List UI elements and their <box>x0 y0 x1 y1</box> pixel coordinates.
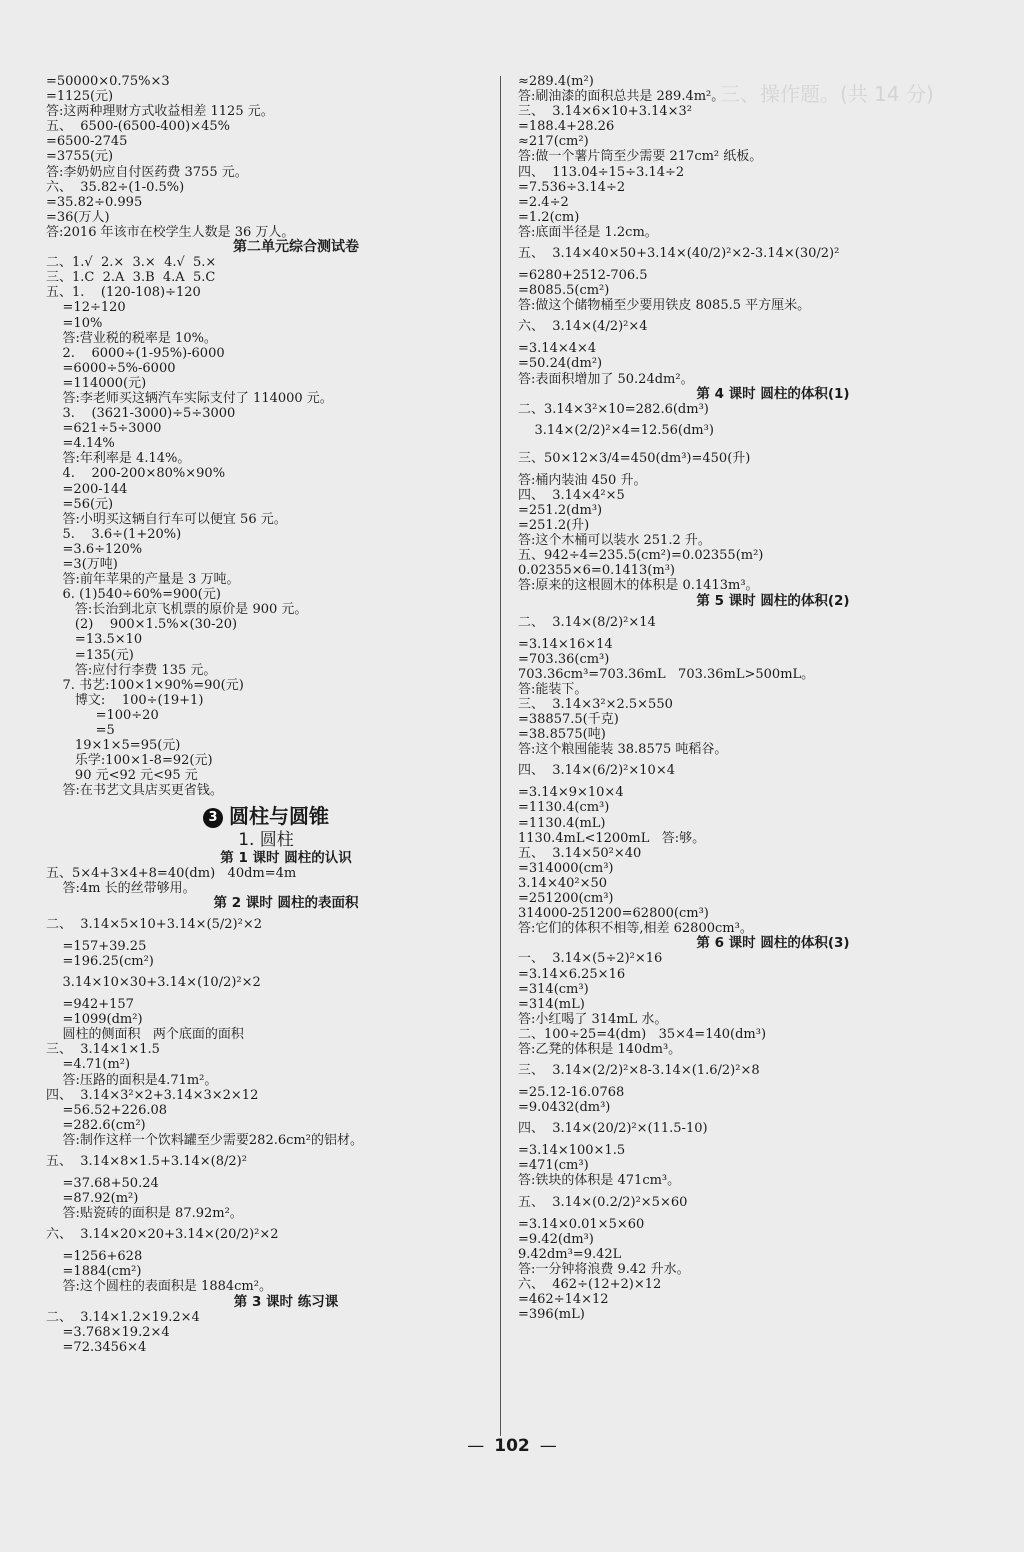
answer-line: 五、 6500-(6500-400)×45% <box>46 119 230 135</box>
answer-line: 答:这个圆柱的表面积是 1884cm²。 <box>46 1279 272 1295</box>
answer-block <box>46 969 486 997</box>
cylinder-subtitle: 1. 圆柱 <box>238 829 294 850</box>
answer-line: =9.0432(dm³) <box>518 1100 611 1116</box>
answer-line: 7. 书艺:100×1×90%=90(元) <box>46 677 244 693</box>
answer-line: 答:一分钟将浪费 9.42 升水。 <box>518 1261 690 1277</box>
answer-line: =3.6÷120% <box>46 541 143 557</box>
answer-line: =4.14% <box>46 436 115 452</box>
answer-line: 9.42dm³=9.42L <box>518 1246 622 1262</box>
answer-line: =1099(dm²) <box>46 1012 143 1028</box>
answer-line: =621÷5÷3000 <box>46 421 162 437</box>
answer-line: =10% <box>46 315 103 331</box>
answer-line: 五、 3.14×40×50+3.14×(40/2)²×2-3.14×(30/2)² <box>518 246 840 262</box>
answer-line: =6500-2745 <box>46 134 128 150</box>
answer-line: 五、 3.14×50²×40 <box>518 845 642 861</box>
answer-block <box>46 255 486 798</box>
answer-line: 一、 3.14×(5÷2)²×16 <box>518 951 663 967</box>
answer-line: 答:这个木桶可以装水 251.2 升。 <box>518 533 711 549</box>
answer-block <box>518 1057 988 1085</box>
answer-line: 答:桶内装油 450 升。 <box>518 472 647 488</box>
answer-block <box>518 473 988 594</box>
answer-line: 答:能装下。 <box>518 681 588 697</box>
answer-line: 五、1. (120-108)÷120 <box>46 285 201 301</box>
answer-line: 六、 462÷(12+2)×12 <box>518 1276 662 1292</box>
answer-block <box>518 74 988 240</box>
answer-block <box>518 609 988 637</box>
answer-line: =5 <box>46 723 115 739</box>
answer-line: 答:长治到北京飞机票的原价是 900 元。 <box>46 602 308 618</box>
answer-line: 答:应付行李费 135 元。 <box>46 662 217 678</box>
answer-block <box>518 240 988 268</box>
answer-block <box>46 1249 486 1294</box>
answer-line: =12÷120 <box>46 300 126 316</box>
answer-block <box>46 74 486 240</box>
answer-line: 答:原来的这根圆木的体积是 0.1413m³。 <box>518 578 759 594</box>
answer-line: =37.68+50.24 <box>46 1176 159 1191</box>
answer-line: 1130.4mL<1200mL 答:够。 <box>518 830 706 846</box>
answer-block <box>518 445 988 473</box>
answer-line: 90 元<92 元<95 元 <box>46 768 198 784</box>
answer-line: 乐学:100×1-8=92(元) <box>46 753 213 769</box>
answer-line: 答:做一个薯片筒至少需要 217cm² 纸板。 <box>518 149 763 165</box>
answer-block <box>518 1115 988 1143</box>
answer-line: =1884(cm²) <box>46 1264 142 1280</box>
answer-line: 五、 3.14×(0.2/2)²×5×60 <box>518 1194 688 1210</box>
answer-line: =157+39.25 <box>46 938 147 954</box>
answer-line: 四、 3.14×3²×2+3.14×3×2×12 <box>46 1087 259 1103</box>
answer-line: 二、 3.14×5×10+3.14×(5/2)²×2 <box>46 916 262 932</box>
answer-block <box>518 417 988 445</box>
answer-line: 五、5×4+3×4+8=40(dm) 40dm=4m <box>46 865 297 881</box>
answer-line: =114000(元) <box>46 375 147 391</box>
answer-line: 博文: 100÷(19+1) <box>46 692 204 708</box>
answer-line: 四、 3.14×4²×5 <box>518 487 625 503</box>
answer-line: =703.36(cm³) <box>518 651 610 667</box>
answer-line: =6000÷5%-6000 <box>46 360 176 376</box>
answer-line: =188.4+28.26 <box>518 119 615 135</box>
unit3-heading <box>46 803 486 829</box>
answer-block <box>518 313 988 341</box>
answer-line: =314(mL) <box>518 996 585 1012</box>
answer-line: =3.14×9×10×4 <box>518 785 624 801</box>
answer-block <box>518 1143 988 1188</box>
answer-line: =1125(元) <box>46 89 114 105</box>
answer-line: 答:这两种理财方式收益相差 1125 元。 <box>46 104 274 120</box>
answer-line: 答:年利率是 4.14%。 <box>46 451 191 467</box>
answer-block <box>46 866 486 896</box>
answer-line: 2. 6000÷(1-95%)-6000 <box>46 345 225 361</box>
answer-line: =196.25(cm²) <box>46 953 154 969</box>
answer-line: 二、 3.14×(8/2)²×14 <box>518 614 656 630</box>
answer-line: 三、50×12×3/4=450(dm³)=450(升) <box>518 450 751 466</box>
answer-line: 答:李老师买这辆汽车实际支付了 114000 元。 <box>46 390 333 406</box>
left-column <box>46 74 486 1355</box>
answer-line: =2.4÷2 <box>518 194 569 210</box>
answer-line: 3.14×10×30+3.14×(10/2)²×2 <box>46 975 261 991</box>
answer-line: =25.12-16.0768 <box>518 1085 625 1101</box>
answer-line: 3.14×(2/2)²×4=12.56(dm³) <box>518 422 714 438</box>
answer-line: =56.52+226.08 <box>46 1102 168 1118</box>
answer-line: 答:前年苹果的产量是 3 万吨。 <box>46 572 240 588</box>
answer-line: =3(万吨) <box>46 557 118 572</box>
lesson-4-title: 第 4 课时 圆柱的体积(1) <box>696 385 850 402</box>
answer-line: 答:刷油漆的面积总共是 289.4m²。 <box>518 89 725 105</box>
answer-line: =7.536÷3.14÷2 <box>518 179 626 195</box>
answer-block <box>518 951 988 1057</box>
answer-line: =1256+628 <box>46 1249 143 1265</box>
answer-line: =471(cm³) <box>518 1158 589 1174</box>
answer-block <box>518 402 988 417</box>
lesson-5-title: 第 5 课时 圆柱的体积(2) <box>696 592 850 609</box>
answer-line: =72.3456×4 <box>46 1339 147 1355</box>
answer-line: 圆柱的侧面积 两个底面的面积 <box>46 1027 244 1043</box>
answer-line: 6. (1)540÷60%=900(元) <box>46 587 221 603</box>
answer-line: 五、942÷4=235.5(cm²)=0.02355(m²) <box>518 548 764 564</box>
lesson-1-title: 第 1 课时 圆柱的认识 <box>220 849 352 866</box>
answer-block <box>518 1085 988 1115</box>
answer-line: 二、1.√ 2.× 3.× 4.√ 5.× <box>46 255 217 271</box>
answer-line: (2) 900×1.5%×(30-20) <box>46 617 238 633</box>
answer-block <box>46 1221 486 1249</box>
answer-line: =87.92(m²) <box>46 1191 139 1207</box>
answer-block <box>46 1176 486 1221</box>
answer-line: =942+157 <box>46 997 134 1013</box>
answer-block <box>518 1189 988 1217</box>
answer-line: 答:底面半径是 1.2cm。 <box>518 224 658 240</box>
lesson-2-title: 第 2 课时 圆柱的表面积 <box>213 894 359 911</box>
unit3-title: 圆柱与圆锥 <box>229 803 329 828</box>
answer-line: =314(cm³) <box>518 981 589 997</box>
answer-line: =200-144 <box>46 481 128 497</box>
answer-line: 答:4m 长的丝带够用。 <box>46 880 196 896</box>
answer-line: =1130.4(mL) <box>518 815 606 831</box>
answer-line: =3.14×0.01×5×60 <box>518 1216 645 1232</box>
answer-block <box>46 997 486 1148</box>
answer-line: 5. 3.6÷(1+20%) <box>46 526 182 542</box>
answer-line: 六、 3.14×(4/2)²×4 <box>518 319 648 335</box>
answer-line: =251.2(dm³) <box>518 502 603 518</box>
answer-line: =3755(元) <box>46 149 114 165</box>
answer-line: =56(元) <box>46 496 114 512</box>
answer-block <box>46 1148 486 1176</box>
answer-line: 答:制作这样一个饮料罐至少需要282.6cm²的铝材。 <box>46 1132 363 1148</box>
answer-line: 答:在书艺文具店买更省钱。 <box>46 783 223 799</box>
answer-block <box>518 268 988 313</box>
bleed-through-text: 三、操作题。(共 14 分) <box>720 82 934 106</box>
answer-line: =38857.5(千克) <box>518 712 619 728</box>
answer-line: =1.2(cm) <box>518 209 580 225</box>
answer-line: ≈289.4(m²) <box>518 74 594 89</box>
answer-line: 3.14×40²×50 <box>518 875 608 891</box>
answer-line: 五、 3.14×8×1.5+3.14×(8/2)² <box>46 1154 247 1169</box>
page-number-value: 102 <box>494 1436 530 1456</box>
answer-line: 三、 3.14×(2/2)²×8-3.14×(1.6/2)²×8 <box>518 1063 760 1079</box>
answer-line: =3.14×16×14 <box>518 636 613 652</box>
answer-line: 三、 3.14×1×1.5 <box>46 1042 160 1058</box>
answer-line: 答:表面积增加了 50.24dm²。 <box>518 371 694 387</box>
answer-line: 答:这个粮囤能装 38.8575 吨稻谷。 <box>518 742 728 758</box>
right-column <box>518 74 988 1322</box>
answer-line: 四、 113.04÷15÷3.14÷2 <box>518 164 685 180</box>
answer-line: =3.14×4×4 <box>518 341 597 357</box>
page-number: — 102 — <box>467 1436 557 1456</box>
answer-line: =314000(cm³) <box>518 860 614 876</box>
answer-line: =50000×0.75%×3 <box>46 74 170 89</box>
answer-line: =282.6(cm²) <box>46 1117 146 1133</box>
unit2-test-title: 第二单元综合测试卷 <box>233 239 359 256</box>
answer-block <box>46 939 486 969</box>
answer-line: 答:小明买这辆自行车可以便宜 56 元。 <box>46 511 287 527</box>
answer-line: 0.02355×6=0.1413(m³) <box>518 563 675 579</box>
answer-line: 答:营业税的税率是 10%。 <box>46 330 217 346</box>
answer-line: 答:贴瓷砖的面积是 87.92m²。 <box>46 1206 243 1222</box>
answer-line: 答:铁块的体积是 471cm³。 <box>518 1173 681 1189</box>
answer-line: =3.14×100×1.5 <box>518 1143 626 1159</box>
answer-line: =100÷20 <box>46 707 159 723</box>
answer-line: =9.42(dm³) <box>518 1231 594 1247</box>
answer-line: =3.768×19.2×4 <box>46 1324 170 1340</box>
answer-line: =50.24(dm²) <box>518 356 603 372</box>
answer-line: =8085.5(cm²) <box>518 283 610 299</box>
answer-line: =251200(cm³) <box>518 891 614 907</box>
answer-line: =1130.4(cm³) <box>518 800 610 816</box>
column-divider <box>500 76 501 1436</box>
answer-block <box>518 1217 988 1323</box>
answer-line: 六、 35.82÷(1-0.5%) <box>46 179 185 195</box>
answer-line: =38.8575(吨) <box>518 727 606 743</box>
answer-line: 二、 3.14×1.2×19.2×4 <box>46 1309 200 1325</box>
answer-line: =4.71(m²) <box>46 1057 131 1073</box>
answer-line: =251.2(升) <box>518 518 590 534</box>
answer-line: 314000-251200=62800(cm³) <box>518 906 709 922</box>
answer-line: 三、 3.14×3²×2.5×550 <box>518 697 673 712</box>
answer-line: =35.82÷0.995 <box>46 194 143 210</box>
answer-line: 四、 3.14×(6/2)²×10×4 <box>518 763 675 779</box>
answer-line: 答:小红喝了 314mL 水。 <box>518 1011 668 1027</box>
answer-line: 19×1×5=95(元) <box>46 738 181 754</box>
answer-block <box>46 1310 486 1355</box>
answer-line: 三、1.C 2.A 3.B 4.A 5.C <box>46 270 216 286</box>
answer-line: 二、100÷25=4(dm) 35×4=140(dm³) <box>518 1026 767 1042</box>
unit-number-badge: 3 <box>203 808 223 828</box>
lesson-6-title: 第 6 课时 圆柱的体积(3) <box>696 935 850 952</box>
answer-block <box>518 757 988 785</box>
answer-line: =13.5×10 <box>46 632 143 648</box>
answer-line: 答:李奶奶应自付医药费 3755 元。 <box>46 164 248 180</box>
answer-line: 答:压路的面积是4.71m²。 <box>46 1072 218 1088</box>
answer-line: 三、 3.14×6×10+3.14×3² <box>518 104 693 120</box>
answer-line: =462÷14×12 <box>518 1292 609 1307</box>
answer-block <box>518 341 988 386</box>
answer-line: 3. (3621-3000)÷5÷3000 <box>46 406 236 422</box>
answer-line: 答:乙凳的体积是 140dm³。 <box>518 1041 682 1057</box>
answer-line: =135(元) <box>46 647 134 663</box>
answer-line: ≈217(cm²) <box>518 134 589 150</box>
answer-line: 四、 3.14×(20/2)²×(11.5-10) <box>518 1121 708 1137</box>
lesson-3-title: 第 3 课时 练习课 <box>233 1293 339 1310</box>
answer-line: 六、 3.14×20×20+3.14×(20/2)²×2 <box>46 1227 279 1243</box>
answer-line: 答:做这个储物桶至少要用铁皮 8085.5 平方厘米。 <box>518 298 811 314</box>
answer-line: 4. 200-200×80%×90% <box>46 466 226 482</box>
answer-block <box>46 911 486 939</box>
answer-block <box>518 785 988 936</box>
answer-line: =3.14×6.25×16 <box>518 966 626 982</box>
answer-line: =396(mL) <box>518 1307 585 1323</box>
answer-line: 答:它们的体积不相等,相差 62800cm³。 <box>518 921 753 937</box>
answer-line: =36(万人) <box>46 209 110 225</box>
answer-line: 703.36cm³=703.36mL 703.36mL>500mL。 <box>518 666 815 682</box>
answer-line: 答:2016 年该市在校学生人数是 36 万人。 <box>46 224 295 240</box>
answer-line: 二、3.14×3²×10=282.6(dm³) <box>518 401 709 417</box>
answer-line: =6280+2512-706.5 <box>518 268 648 284</box>
answer-block <box>518 637 988 758</box>
